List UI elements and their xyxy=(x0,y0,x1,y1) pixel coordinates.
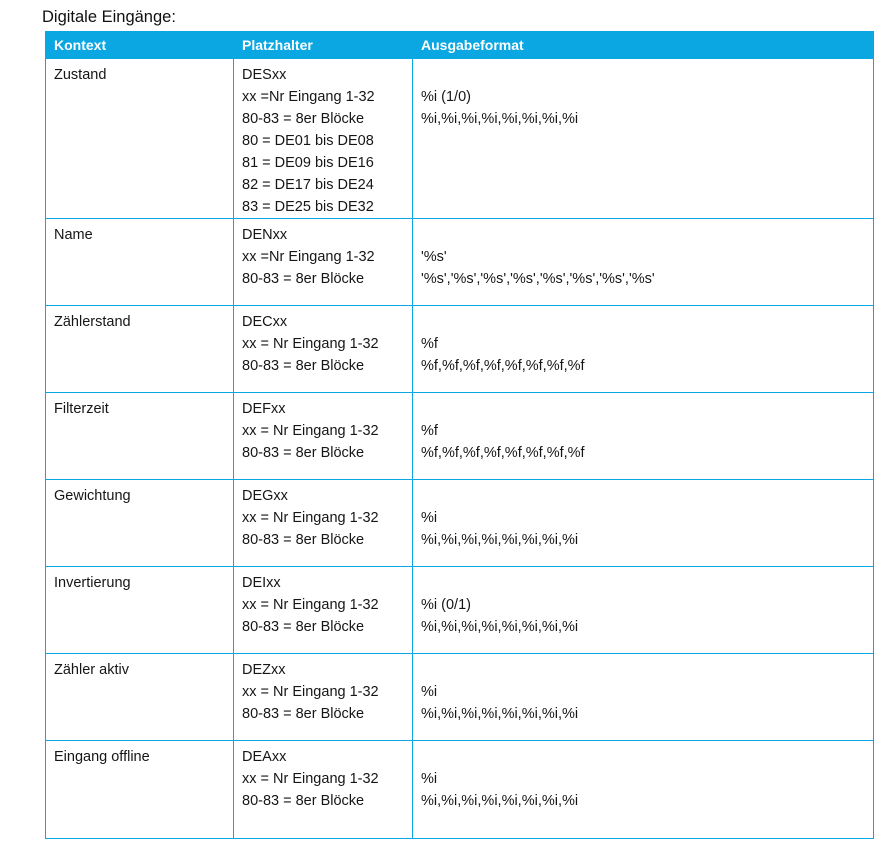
cell-kontext xyxy=(46,59,234,219)
cell-line: Eingang offline xyxy=(54,749,150,765)
cell-line: %i xyxy=(421,510,438,526)
cell-line: 82 = DE17 bis DE24 xyxy=(242,177,374,193)
cell-line: Zustand xyxy=(54,67,107,83)
cell-platzhalter xyxy=(234,480,413,567)
table-row xyxy=(46,59,874,219)
cell-line: %i,%i,%i,%i,%i,%i,%i,%i xyxy=(421,111,579,127)
cell-line: Name xyxy=(54,227,93,243)
cell-line: 80-83 = 8er Blöcke xyxy=(242,619,365,635)
cell-line xyxy=(421,311,865,333)
cell-line xyxy=(421,64,865,86)
cell-ausgabeformat xyxy=(413,741,874,839)
cell-line: xx =Nr Eingang 1-32 xyxy=(242,89,375,105)
cell-kontext xyxy=(46,741,234,839)
cell-ausgabeformat xyxy=(413,654,874,741)
cell-line: 80-83 = 8er Blöcke xyxy=(242,706,365,722)
cell-line: xx = Nr Eingang 1-32 xyxy=(242,336,379,352)
cell-platzhalter xyxy=(234,393,413,480)
cell-ausgabeformat xyxy=(413,59,874,219)
table-row xyxy=(46,306,874,393)
cell-line: '%s','%s','%s','%s','%s','%s','%s','%s' xyxy=(421,271,655,287)
cell-line: 80-83 = 8er Blöcke xyxy=(242,271,365,287)
cell-line xyxy=(421,485,865,507)
table-row xyxy=(46,219,874,306)
cell-kontext xyxy=(46,567,234,654)
cell-line xyxy=(421,659,865,681)
cell-kontext xyxy=(46,219,234,306)
cell-kontext xyxy=(46,480,234,567)
table-row xyxy=(46,393,874,480)
cell-line: %i (0/1) xyxy=(421,597,471,613)
cell-line: %i,%i,%i,%i,%i,%i,%i,%i xyxy=(421,532,579,548)
table-row xyxy=(46,654,874,741)
cell-line: xx = Nr Eingang 1-32 xyxy=(242,510,379,526)
cell-line: DENxx xyxy=(242,227,288,243)
cell-line: %i xyxy=(421,684,438,700)
cell-platzhalter xyxy=(234,567,413,654)
cell-platzhalter xyxy=(234,654,413,741)
cell-line: Filterzeit xyxy=(54,401,109,417)
cell-line: %i,%i,%i,%i,%i,%i,%i,%i xyxy=(421,619,579,635)
cell-line xyxy=(421,746,865,768)
cell-line xyxy=(421,224,865,246)
cell-line: 80-83 = 8er Blöcke xyxy=(242,793,365,809)
cell-platzhalter xyxy=(234,741,413,839)
placeholder-table xyxy=(45,31,874,839)
cell-kontext xyxy=(46,306,234,393)
cell-line: 80-83 = 8er Blöcke xyxy=(242,445,365,461)
cell-line: %f xyxy=(421,336,438,352)
cell-line: 80 = DE01 bis DE08 xyxy=(242,133,374,149)
cell-line: %i (1/0) xyxy=(421,89,471,105)
cell-line: DECxx xyxy=(242,314,288,330)
cell-ausgabeformat xyxy=(413,480,874,567)
cell-line: 80-83 = 8er Blöcke xyxy=(242,358,365,374)
cell-ausgabeformat xyxy=(413,306,874,393)
column-header-ausgabeformat: Ausgabeformat xyxy=(413,32,874,59)
cell-ausgabeformat xyxy=(413,219,874,306)
table-header-row xyxy=(46,32,874,59)
cell-line: 80-83 = 8er Blöcke xyxy=(242,111,365,127)
cell-line: 80-83 = 8er Blöcke xyxy=(242,532,365,548)
table-row xyxy=(46,480,874,567)
cell-line: xx = Nr Eingang 1-32 xyxy=(242,684,379,700)
cell-line: DEFxx xyxy=(242,401,286,417)
cell-line: DEAxx xyxy=(242,749,287,765)
cell-line: DEIxx xyxy=(242,575,281,591)
cell-line: Zählerstand xyxy=(54,314,131,330)
cell-line: 81 = DE09 bis DE16 xyxy=(242,155,374,171)
cell-line: Zähler aktiv xyxy=(54,662,129,678)
cell-line: Invertierung xyxy=(54,575,131,591)
cell-platzhalter xyxy=(234,59,413,219)
table-row xyxy=(46,741,874,839)
cell-line: %i xyxy=(421,771,438,787)
cell-line: xx = Nr Eingang 1-32 xyxy=(242,423,379,439)
cell-platzhalter xyxy=(234,219,413,306)
page-title: Digitale Eingänge: xyxy=(42,8,176,26)
cell-line: %i,%i,%i,%i,%i,%i,%i,%i xyxy=(421,793,579,809)
table-row xyxy=(46,567,874,654)
column-header-platzhalter: Platzhalter xyxy=(234,32,413,59)
cell-line xyxy=(421,398,865,420)
cell-line: %i,%i,%i,%i,%i,%i,%i,%i xyxy=(421,706,579,722)
cell-line: Gewichtung xyxy=(54,488,131,504)
cell-line: DESxx xyxy=(242,67,287,83)
cell-platzhalter xyxy=(234,306,413,393)
cell-line: %f,%f,%f,%f,%f,%f,%f,%f xyxy=(421,445,585,461)
cell-line: '%s' xyxy=(421,249,447,265)
cell-line: %f,%f,%f,%f,%f,%f,%f,%f xyxy=(421,358,585,374)
table-header xyxy=(46,32,874,59)
cell-line: xx = Nr Eingang 1-32 xyxy=(242,597,379,613)
cell-line: %f xyxy=(421,423,438,439)
cell-line: 83 = DE25 bis DE32 xyxy=(242,199,374,215)
cell-line: DEGxx xyxy=(242,488,288,504)
cell-ausgabeformat xyxy=(413,393,874,480)
column-header-kontext: Kontext xyxy=(46,32,234,59)
cell-line: xx = Nr Eingang 1-32 xyxy=(242,771,379,787)
cell-ausgabeformat xyxy=(413,567,874,654)
cell-kontext xyxy=(46,393,234,480)
cell-line xyxy=(421,572,865,594)
cell-kontext xyxy=(46,654,234,741)
table-body xyxy=(46,59,874,839)
cell-line: xx =Nr Eingang 1-32 xyxy=(242,249,375,265)
cell-line: DEZxx xyxy=(242,662,286,678)
